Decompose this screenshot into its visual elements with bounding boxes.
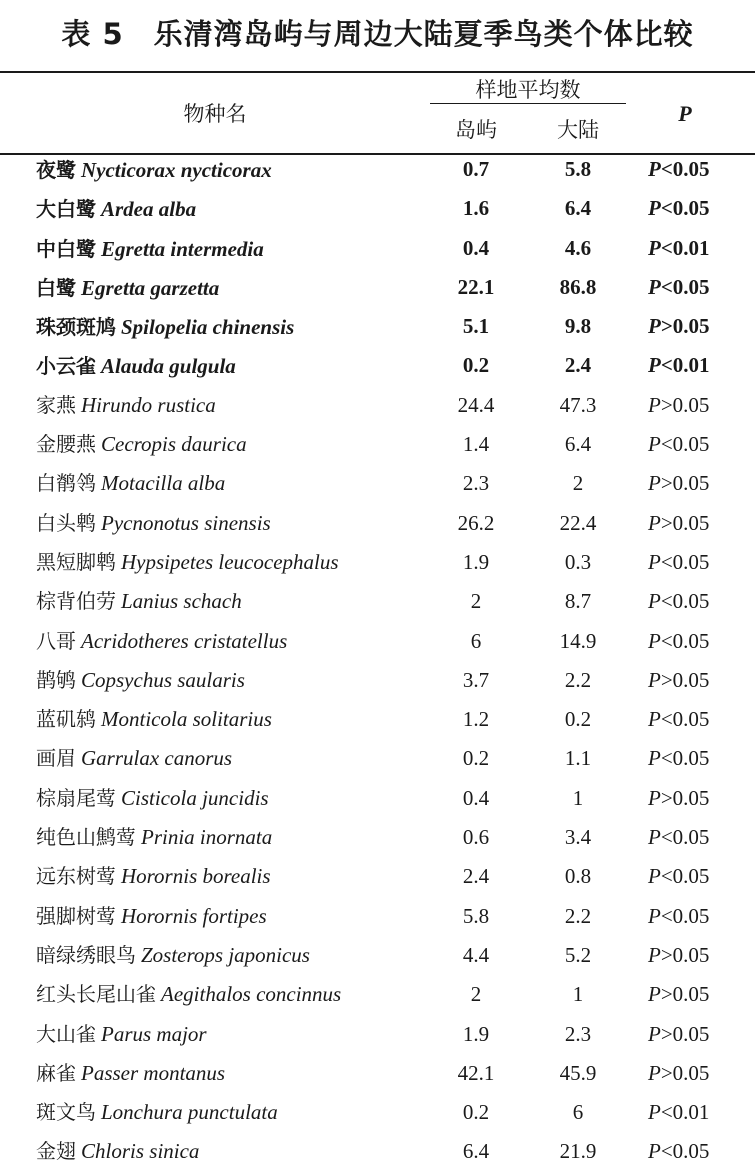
species-name xyxy=(36,582,242,621)
p-value xyxy=(648,1054,709,1093)
island-mean: 1.9 xyxy=(462,1021,490,1046)
species-chinese-name: 麻雀 xyxy=(36,1060,76,1085)
p-value xyxy=(648,818,709,857)
species-chinese-name: 珠颈斑鸠 xyxy=(36,315,116,340)
species-chinese-name: 鹊鸲 xyxy=(36,667,76,692)
mainland-mean: 14.9 xyxy=(559,628,597,653)
mainland-mean: 21.9 xyxy=(559,1139,597,1164)
p-value xyxy=(648,661,709,700)
p-letter: P xyxy=(648,353,661,378)
island-mean: 2.4 xyxy=(462,864,490,889)
table-row xyxy=(0,1132,755,1171)
p-value xyxy=(648,936,709,975)
p-threshold: <0.01 xyxy=(660,1100,710,1125)
species-chinese-name: 纯色山鹪莺 xyxy=(36,825,136,850)
mainland-mean: 4.6 xyxy=(564,235,592,260)
species-latin-name: Horornis fortipes xyxy=(121,903,267,928)
island-mean: 5.8 xyxy=(462,903,490,928)
table-row xyxy=(0,386,755,425)
species-latin-name: Horornis borealis xyxy=(121,864,271,889)
mainland-mean: 2.2 xyxy=(564,667,592,692)
species-chinese-name: 强脚树莺 xyxy=(36,903,116,928)
p-threshold: <0.05 xyxy=(660,274,710,299)
island-mean: 42.1 xyxy=(457,1060,495,1085)
species-chinese-name: 中白鹭 xyxy=(36,236,96,261)
p-threshold: <0.05 xyxy=(660,157,710,181)
species-latin-name: Egretta intermedia xyxy=(101,236,264,261)
p-value xyxy=(648,1093,709,1132)
p-letter: P xyxy=(648,864,661,889)
species-name xyxy=(36,622,287,661)
island-mean: 6.4 xyxy=(462,1139,490,1164)
p-letter: P xyxy=(648,314,661,339)
species-name xyxy=(36,739,232,778)
island-mean: 2 xyxy=(470,982,482,1007)
p-value xyxy=(648,857,709,896)
species-latin-name: Spilopelia chinensis xyxy=(121,315,295,340)
p-value xyxy=(648,622,709,661)
p-value xyxy=(648,268,710,307)
mainland-mean: 0.8 xyxy=(564,864,592,889)
table-row xyxy=(0,504,755,543)
mainland-mean: 86.8 xyxy=(559,274,597,299)
table-row xyxy=(0,543,755,582)
mainland-mean: 5.2 xyxy=(564,942,592,967)
p-value xyxy=(648,1015,709,1054)
p-threshold: >0.05 xyxy=(660,392,710,417)
p-value xyxy=(648,897,709,936)
p-letter: P xyxy=(648,1060,661,1085)
p-value xyxy=(648,346,710,385)
table-row xyxy=(0,1015,755,1054)
table-row xyxy=(0,897,755,936)
p-value xyxy=(648,975,709,1014)
mainland-mean: 8.7 xyxy=(564,589,592,614)
species-chinese-name: 远东树莺 xyxy=(36,864,116,889)
island-mean: 6 xyxy=(470,628,482,653)
mainland-mean: 2.3 xyxy=(564,1021,592,1046)
species-chinese-name: 八哥 xyxy=(36,628,76,653)
island-mean: 0.6 xyxy=(462,825,490,850)
species-latin-name: Parus major xyxy=(101,1021,207,1046)
species-name xyxy=(36,504,271,543)
species-chinese-name: 夜鹭 xyxy=(36,158,76,182)
p-threshold: <0.05 xyxy=(660,864,710,889)
species-name xyxy=(36,346,236,386)
species-chinese-name: 金腰燕 xyxy=(36,432,96,457)
header-group-rule xyxy=(430,103,626,104)
species-latin-name: Lonchura punctulata xyxy=(101,1100,278,1125)
species-name xyxy=(36,1015,207,1054)
species-latin-name: Cecropis daurica xyxy=(101,432,247,457)
p-threshold: >0.05 xyxy=(660,1021,710,1046)
island-mean: 2 xyxy=(470,589,482,614)
species-chinese-name: 金翅 xyxy=(36,1139,76,1164)
p-letter: P xyxy=(648,667,661,692)
p-value xyxy=(648,307,710,346)
p-value xyxy=(648,779,709,818)
species-latin-name: Ardea alba xyxy=(101,197,197,222)
mainland-mean: 1 xyxy=(572,785,584,810)
species-name xyxy=(36,464,225,503)
mainland-mean: 1 xyxy=(572,982,584,1007)
p-letter: P xyxy=(648,1021,661,1046)
table-row xyxy=(0,189,755,228)
species-chinese-name: 大白鹭 xyxy=(36,197,96,222)
island-mean: 0.2 xyxy=(462,746,490,771)
species-name xyxy=(36,779,269,818)
species-latin-name: Garrulax canorus xyxy=(81,746,233,771)
species-chinese-name: 大山雀 xyxy=(36,1021,96,1046)
species-chinese-name: 白鹡鸰 xyxy=(36,471,96,496)
species-name xyxy=(36,386,216,425)
species-name xyxy=(36,150,272,190)
species-name xyxy=(36,307,294,347)
species-name xyxy=(36,543,339,582)
table-row xyxy=(0,739,755,778)
p-value xyxy=(648,700,709,739)
p-letter: P xyxy=(648,471,661,496)
table-row xyxy=(0,229,755,268)
p-threshold: >0.05 xyxy=(660,1060,710,1085)
species-chinese-name: 家燕 xyxy=(36,392,76,417)
p-threshold: <0.05 xyxy=(660,707,710,732)
table-row xyxy=(0,1054,755,1093)
p-value xyxy=(648,229,710,268)
species-latin-name: Prinia inornata xyxy=(141,825,273,850)
species-latin-name: Egretta garzetta xyxy=(81,275,220,300)
species-chinese-name: 蓝矶鸫 xyxy=(36,707,96,732)
p-letter: P xyxy=(648,825,661,850)
mainland-mean: 6 xyxy=(572,1100,584,1125)
header-species: 物种名 xyxy=(183,102,247,126)
island-mean: 24.4 xyxy=(457,392,495,417)
p-letter: P xyxy=(648,196,661,221)
mainland-mean: 9.8 xyxy=(564,314,592,339)
p-threshold: >0.05 xyxy=(660,510,710,535)
table-row xyxy=(0,307,755,346)
p-letter: P xyxy=(648,942,661,967)
p-value xyxy=(648,464,709,503)
table-row xyxy=(0,346,755,385)
p-threshold: >0.05 xyxy=(660,785,710,810)
species-latin-name: Aegithalos concinnus xyxy=(161,982,342,1007)
species-latin-name: Zosterops japonicus xyxy=(141,942,310,967)
header-mainland: 大陆 xyxy=(557,118,599,142)
species-chinese-name: 黑短脚鹎 xyxy=(36,549,116,574)
p-letter: P xyxy=(648,274,661,299)
p-threshold: >0.05 xyxy=(660,471,710,496)
p-letter: P xyxy=(648,707,661,732)
species-name xyxy=(36,700,272,739)
island-mean: 1.9 xyxy=(462,549,490,574)
species-latin-name: Copsychus saularis xyxy=(81,667,245,692)
species-chinese-name: 白鹭 xyxy=(36,275,76,300)
mainland-mean: 6.4 xyxy=(564,432,592,457)
table-row xyxy=(0,818,755,857)
mainland-mean: 0.3 xyxy=(564,549,592,574)
p-threshold: <0.01 xyxy=(660,353,710,378)
island-mean: 5.1 xyxy=(462,314,490,339)
table-row xyxy=(0,975,755,1014)
species-latin-name: Hirundo rustica xyxy=(81,392,216,417)
island-mean: 1.6 xyxy=(462,196,490,221)
species-chinese-name: 小云雀 xyxy=(36,354,96,379)
p-value xyxy=(648,543,709,582)
p-threshold: <0.05 xyxy=(660,1139,710,1164)
table-title: 表 5 乐清湾岛屿与周边大陆夏季鸟类个体比较 xyxy=(61,17,694,51)
species-name xyxy=(36,1132,199,1171)
mainland-mean: 45.9 xyxy=(559,1060,597,1085)
p-value xyxy=(648,386,709,425)
table-row xyxy=(0,700,755,739)
table-row xyxy=(0,857,755,896)
table-row xyxy=(0,464,755,503)
table-body xyxy=(0,150,755,1172)
island-mean: 2.3 xyxy=(462,471,490,496)
p-letter: P xyxy=(648,785,661,810)
species-latin-name: Passer montanus xyxy=(81,1060,226,1085)
species-chinese-name: 画眉 xyxy=(36,746,76,771)
p-threshold: <0.05 xyxy=(660,825,710,850)
p-value xyxy=(648,189,710,228)
species-latin-name: Hypsipetes leucocephalus xyxy=(121,549,339,574)
mainland-mean: 2.2 xyxy=(564,903,592,928)
p-value xyxy=(648,582,709,621)
species-latin-name: Alauda gulgula xyxy=(101,354,236,379)
table-row xyxy=(0,622,755,661)
species-name xyxy=(36,897,267,936)
table-row xyxy=(0,661,755,700)
species-name xyxy=(36,936,310,975)
p-letter: P xyxy=(648,235,661,260)
p-letter: P xyxy=(648,510,661,535)
p-letter: P xyxy=(648,1139,661,1164)
mainland-mean: 0.2 xyxy=(564,707,592,732)
species-latin-name: Nycticorax nycticorax xyxy=(81,158,272,182)
p-threshold: <0.05 xyxy=(660,196,710,221)
p-threshold: >0.05 xyxy=(660,982,710,1007)
species-name xyxy=(36,189,196,229)
mainland-mean: 1.1 xyxy=(564,746,592,771)
table-row xyxy=(0,1093,755,1132)
table-row xyxy=(0,936,755,975)
mainland-mean: 2.4 xyxy=(564,353,592,378)
p-letter: P xyxy=(648,392,661,417)
species-name xyxy=(36,425,247,464)
table-row xyxy=(0,582,755,621)
p-threshold: <0.05 xyxy=(660,628,710,653)
p-threshold: >0.05 xyxy=(660,667,710,692)
header-island: 岛屿 xyxy=(455,118,497,142)
species-chinese-name: 红头长尾山雀 xyxy=(36,982,156,1007)
species-chinese-name: 棕扇尾莺 xyxy=(36,785,116,810)
table-row xyxy=(0,268,755,307)
species-latin-name: Motacilla alba xyxy=(101,471,226,496)
p-threshold: <0.05 xyxy=(660,589,710,614)
island-mean: 4.4 xyxy=(462,942,490,967)
header-p-value: P xyxy=(678,101,692,126)
table-row xyxy=(0,779,755,818)
island-mean: 1.2 xyxy=(462,707,490,732)
species-name xyxy=(36,229,264,269)
mainland-mean: 6.4 xyxy=(564,196,592,221)
p-value xyxy=(648,504,709,543)
species-name xyxy=(36,975,341,1014)
p-threshold: <0.05 xyxy=(660,746,710,771)
p-letter: P xyxy=(648,549,661,574)
mainland-mean: 3.4 xyxy=(564,825,592,850)
species-name xyxy=(36,1093,278,1132)
p-letter: P xyxy=(648,157,661,181)
island-mean: 0.4 xyxy=(462,785,490,810)
p-value xyxy=(648,150,710,189)
p-threshold: <0.05 xyxy=(660,903,710,928)
island-mean: 1.4 xyxy=(462,432,490,457)
species-latin-name: Monticola solitarius xyxy=(101,707,272,732)
species-chinese-name: 白头鹎 xyxy=(36,510,96,535)
table-top-rule xyxy=(0,71,755,73)
table-row xyxy=(0,425,755,464)
species-latin-name: Pycnonotus sinensis xyxy=(101,510,271,535)
species-name xyxy=(36,1054,225,1093)
island-mean: 0.7 xyxy=(462,157,490,181)
species-chinese-name: 棕背伯劳 xyxy=(36,589,116,614)
island-mean: 0.4 xyxy=(462,235,490,260)
species-latin-name: Chloris sinica xyxy=(81,1139,200,1164)
p-value xyxy=(648,1132,709,1171)
p-value xyxy=(648,425,709,464)
island-mean: 0.2 xyxy=(462,353,490,378)
species-name xyxy=(36,818,272,857)
island-mean: 0.2 xyxy=(462,1100,490,1125)
mainland-mean: 2 xyxy=(572,471,584,496)
header-sample-mean: 样地平均数 xyxy=(475,78,581,102)
p-letter: P xyxy=(648,1100,661,1125)
p-threshold: >0.05 xyxy=(660,942,710,967)
mainland-mean: 22.4 xyxy=(559,510,597,535)
island-mean: 26.2 xyxy=(457,510,495,535)
species-chinese-name: 斑文鸟 xyxy=(36,1100,96,1125)
p-letter: P xyxy=(648,982,661,1007)
p-threshold: <0.05 xyxy=(660,549,710,574)
island-mean: 22.1 xyxy=(457,274,495,299)
species-chinese-name: 暗绿绣眼鸟 xyxy=(36,942,136,967)
mainland-mean: 5.8 xyxy=(564,157,592,181)
species-latin-name: Lanius schach xyxy=(121,589,242,614)
species-name xyxy=(36,268,219,308)
p-letter: P xyxy=(648,628,661,653)
p-letter: P xyxy=(648,746,661,771)
mainland-mean: 47.3 xyxy=(559,392,597,417)
p-letter: P xyxy=(648,903,661,928)
species-latin-name: Cisticola juncidis xyxy=(121,785,269,810)
p-letter: P xyxy=(648,589,661,614)
table-row xyxy=(0,150,755,189)
p-value xyxy=(648,739,709,778)
island-mean: 3.7 xyxy=(462,667,490,692)
p-letter: P xyxy=(648,432,661,457)
species-name xyxy=(36,857,271,896)
p-threshold: <0.05 xyxy=(660,432,710,457)
p-threshold: >0.05 xyxy=(660,314,710,339)
p-threshold: <0.01 xyxy=(660,235,710,260)
species-latin-name: Acridotheres cristatellus xyxy=(81,628,288,653)
species-name xyxy=(36,661,245,700)
